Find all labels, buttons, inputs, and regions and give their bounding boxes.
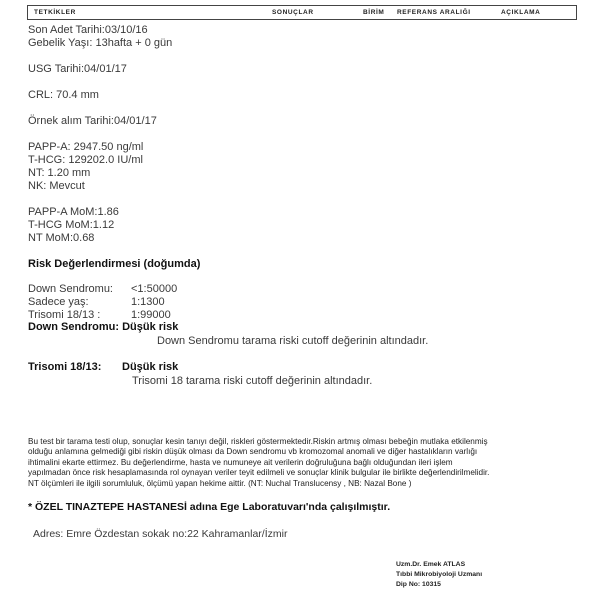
pappa-value: PAPP-A: 2947.50 ng/ml <box>28 141 144 153</box>
thcg-value: T-HCG: 129202.0 IU/ml <box>28 154 143 166</box>
pappa-mom: PAPP-A MoM:1.86 <box>28 206 119 218</box>
down-note: Down Sendromu tarama riski cutoff değerinin altındadır. <box>157 335 429 347</box>
risk-row-label: Trisomi 18/13 : <box>28 309 101 321</box>
table-header <box>27 5 577 20</box>
lab-note: * ÖZEL TINAZTEPE HASTANESİ adına Ege Laboratuvarı'nda çalışılmıştır. <box>28 501 391 513</box>
risk-row-label: Sadece yaş: <box>28 296 89 308</box>
header-tetkikler: TETKİKLER <box>34 9 76 16</box>
trisomy-label: Trisomi 18/13: <box>28 361 102 373</box>
nt-value: NT: 1.20 mm <box>28 167 91 179</box>
address: Adres: Emre Özdestan sokak no:22 Kahramanlar/İzmir <box>33 528 288 540</box>
header-sonuclar: SONUÇLAR <box>272 9 314 16</box>
disclaimer-line: Bu test bir tarama testi olup, sonuçlar kesin tanıyı değil, riskleri göstermektedir.Riskin artmış olması bebeğin mutlaka etkilenmiş <box>28 437 488 446</box>
disclaimer-line: ihtimalini ekarte ettirmez. Bu değerlendirme, hasta ve numuneye ait verilerin doğruluğuna bağlı olduğundan ileri işlem <box>28 458 453 467</box>
trisomy-result: Düşük risk <box>122 361 179 373</box>
header-aciklama: AÇIKLAMA <box>501 9 541 16</box>
son-adet-tarihi: Son Adet Tarihi:03/10/16 <box>28 24 148 36</box>
gebelik-yasi: Gebelik Yaşı: 13hafta + 0 gün <box>28 37 173 49</box>
header-referans: REFERANS ARALIĞI <box>397 9 471 16</box>
header-birim: BİRİM <box>363 9 385 16</box>
signature-title: Tıbbi Mikrobiyoloji Uzmanı <box>396 571 483 578</box>
risk-row-value: <1:50000 <box>131 283 178 295</box>
signature-dip: Dip No: 10315 <box>396 581 441 588</box>
signature-name: Uzm.Dr. Emek ATLAS <box>396 561 466 568</box>
thcg-mom: T-HCG MoM:1.12 <box>28 219 115 231</box>
disclaimer-line: yapılmadan önce risk hesaplamasında rol oynayan veriler teyit edilmeli ve sonuçlar klinik bulgular ile birlikte değerlendirilmelidir. <box>28 468 490 477</box>
risk-title: Risk Değerlendirmesi (doğumda) <box>28 258 201 270</box>
risk-row-value: 1:1300 <box>131 296 165 308</box>
nt-mom: NT MoM:0.68 <box>28 232 95 244</box>
trisomy-note: Trisomi 18 tarama riski cutoff değerinin altındadır. <box>132 375 373 387</box>
ornek-alim-tarihi: Örnek alım Tarihi:04/01/17 <box>28 115 157 127</box>
risk-row-label: Down Sendromu: <box>28 283 113 295</box>
disclaimer-line: NT ölçümleri ile ilgili sorumluluk, ölçümü yapan hekime aittir. (NT: Nuchal Translucensy , NB: Nazal Bone ) <box>28 479 412 488</box>
disclaimer-line: olduğu anlamına gelmediği gibi riskin düşük olması da Down sendromu vb kromozomal anomali ve diğer hastalıkların varlığı <box>28 447 478 456</box>
crl-value: CRL: 70.4 mm <box>28 89 99 101</box>
risk-row-value: 1:99000 <box>131 309 171 321</box>
down-result: Down Sendromu: Düşük risk <box>28 321 179 333</box>
usg-tarihi: USG Tarihi:04/01/17 <box>28 63 127 75</box>
nk-value: NK: Mevcut <box>28 180 85 192</box>
